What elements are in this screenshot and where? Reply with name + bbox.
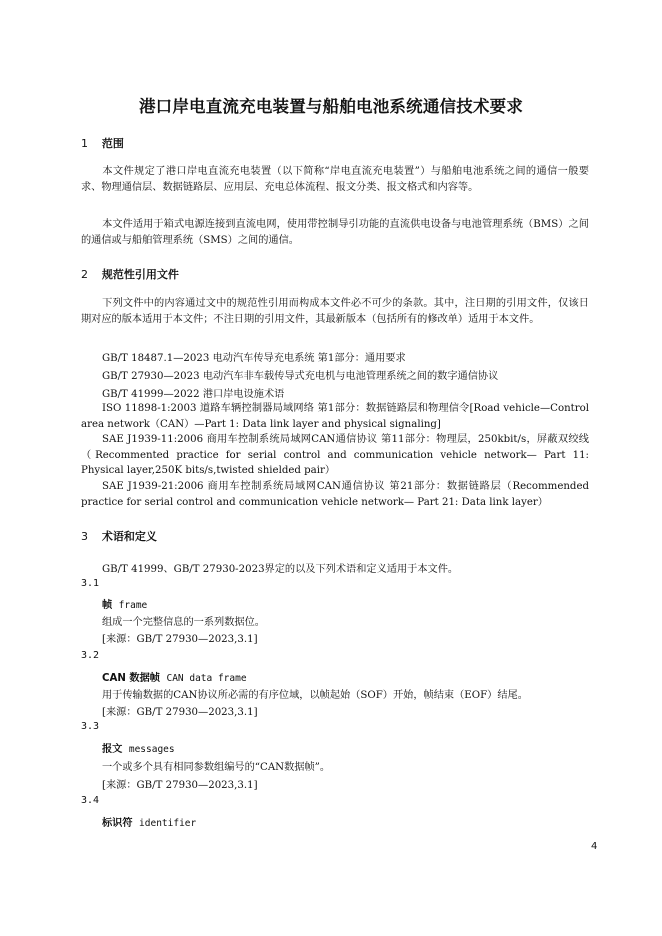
- term-number: 3.2: [81, 650, 100, 661]
- section-1-paragraph-2: 本文件适用于箱式电源连接到直流电网，使用带控制导引功能的直流供电设备与电池管理系统（BMS）之间的通信或与船舶管理系统（SMS）之间的通信。: [81, 219, 589, 246]
- section-2-paragraph: 下列文件中的内容通过文中的规范性引用而构成本文件必不可少的条款。其中，注日期的引用文件，仅该日期对应的版本适用于本文件；不注日期的引用文件，其最新版本（包括所有的修改单）适用于本文件。: [81, 298, 589, 325]
- term-source: [来源：GB/T 27930—2023,3.1]: [102, 707, 258, 718]
- section-1-paragraph-1: 本文件规定了港口岸电直流充电装置（以下简称“岸电直流充电装置”）与船舶电池系统之间的通信一般要求、物理通信层、数据链路层、应用层、充电总体流程、报文分类、报文格式和内容等。: [81, 166, 589, 193]
- term-name: 报文 messages: [102, 744, 175, 755]
- section-1-title: 范围: [101, 137, 124, 150]
- reference-sae-j1939-21: SAE J1939-21:2006 商用车控制系统局域网CAN通信协议 第21部分：数据链路层（Recommended practice for serial control and communication vehicle network— Part 21: Data link layer）: [81, 481, 589, 508]
- term-name: 帧 frame: [102, 600, 148, 611]
- section-1-heading: [81, 135, 124, 151]
- section-2-title: 规范性引用文件: [101, 268, 179, 281]
- section-3-number: 3: [81, 530, 88, 543]
- reference-gbt41999: GB/T 41999—2022 港口岸电设施术语: [102, 389, 285, 400]
- term-definition: 组成一个完整信息的一系列数据位。: [102, 617, 265, 628]
- reference-gbt27930: GB/T 27930—2023 电动汽车非车载传导式充电机与电池管理系统之间的数字通信协议: [102, 371, 499, 382]
- section-3-intro: GB/T 41999、GB/T 27930-2023界定的以及下列术语和定义适用于本文件。: [102, 564, 459, 575]
- section-2-number: 2: [81, 268, 88, 281]
- section-3-title: 术语和定义: [101, 530, 157, 543]
- reference-iso11898: ISO 11898-1:2003 道路车辆控制器局域网络 第1部分：数据链路层和物理信令[Road vehicle—Control area network（CAN）—Part 1: Data link layer and physical signaling]: [81, 403, 589, 430]
- term-number: 3.4: [81, 795, 100, 806]
- term-definition: 用于传输数据的CAN协议所必需的有序位域，以帧起始（SOF）开始，帧结束（EOF）结尾。: [102, 690, 528, 701]
- section-3-heading: [81, 528, 157, 544]
- term-name: CAN 数据帧 CAN data frame: [102, 673, 247, 684]
- term-number: 3.3: [81, 721, 100, 732]
- reference-sae-j1939-11: SAE J1939-11:2006 商用车控制系统局域网CAN通信协议 第11部分：物理层，250kbit/s，屏蔽双绞线（Recommented practice for serial control and communication vehicle network— Part 11: Physical layer,250K bits/s,twisted shielded pair）: [81, 434, 589, 476]
- reference-gbt18487: GB/T 18487.1—2023 电动汽车传导充电系统 第1部分：通用要求: [102, 353, 406, 364]
- document-title: 港口岸电直流充电装置与船舶电池系统通信技术要求: [138, 97, 524, 116]
- term-name: 标识符 identifier: [102, 818, 197, 829]
- section-2-heading: [81, 266, 179, 282]
- term-definition: 一个或多个具有相同参数组编号的“CAN数据帧”。: [102, 762, 331, 773]
- page-number: 4: [591, 841, 598, 852]
- section-1-number: 1: [81, 137, 88, 150]
- term-source: [来源：GB/T 27930—2023,3.1]: [102, 780, 258, 791]
- term-source: [来源：GB/T 27930—2023,3.1]: [102, 634, 258, 645]
- term-number: 3.1: [81, 578, 100, 589]
